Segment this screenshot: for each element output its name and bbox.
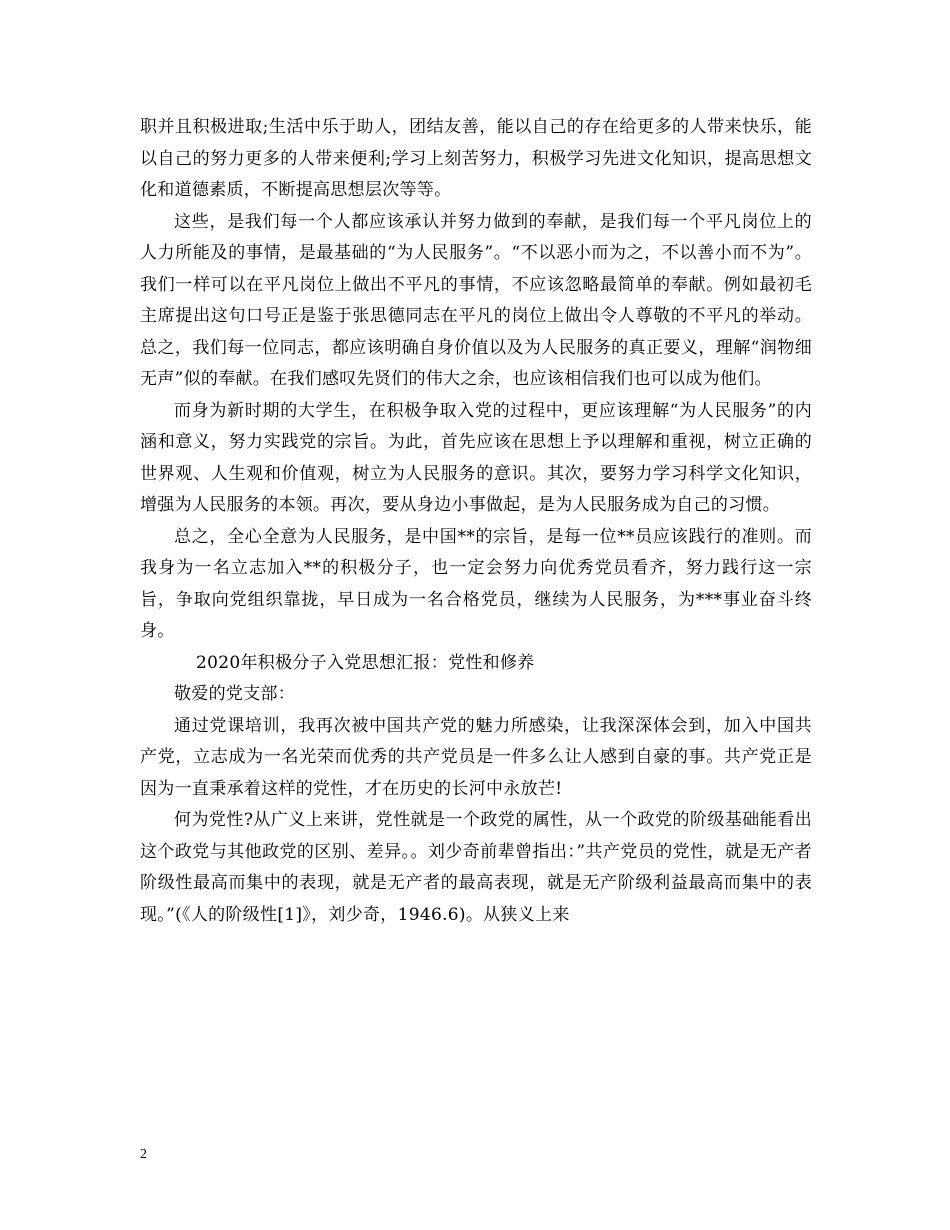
page-number: 2: [140, 1147, 147, 1162]
paragraph: 这些，是我们每一个人都应该承认并努力做到的奉献，是我们每一个平凡岗位上的人力所能及的事情，是最基础的“为人民服务”。“不以恶小而为之，不以善小而不为”。我们一样可以在平凡岗位上做出不平凡的事情，不应该忽略最简单的奉献。例如最初毛主席提出这句口号正是鉴于张思德同志在平凡的岗位上做出令人尊敬的不平凡的举动。总之，我们每一位同志，都应该明确自身价值以及为人民服务的真正要义，理解“润物细无声”似的奉献。在我们感叹先贤们的伟大之余，也应该相信我们也可以成为他们。: [140, 211, 812, 389]
document-body: [140, 112, 812, 931]
paragraph: 而身为新时期的大学生，在积极争取入党的过程中，更应该理解“为人民服务”的内涵和意义，努力实践党的宗旨。为此，首先应该在思想上予以理解和重视，树立正确的世界观、人生观和价值观，树立为人民服务的意识。其次，要努力学习科学文化知识，增强为人民服务的本领。再次，要从身边小事做起，是为人民服务成为自己的习惯。: [140, 400, 812, 515]
paragraph: 总之，全心全意为人民服务，是中国**的宗旨，是每一位**员应该践行的准则。而我身为一名立志加入**的积极分子，也一定会努力向优秀党员看齐，努力践行这一宗旨，争取向党组织靠拢，早日成为一名合格党员，继续为人民服务，为***事业奋斗终身。: [140, 526, 812, 641]
salutation: 敬爱的党支部：: [174, 684, 296, 704]
paragraph: 通过党课培训，我再次被中国共产党的魅力所感染，让我深深体会到，加入中国共产党，立志成为一名光荣而优秀的共产党员是一件多么让人感到自豪的事。共产党正是因为一直秉承着这样的党性，才在历史的长河中永放芒!: [140, 715, 812, 799]
paragraph-continuation: 职并且积极进取;生活中乐于助人，团结友善，能以自己的存在给更多的人带来快乐，能以自己的努力更多的人带来便利;学习上刻苦努力，积极学习先进文化知识，提高思想文化和道德素质，不断提高思想层次等等。: [140, 117, 812, 200]
paragraph: 何为党性?从广义上来讲，党性就是一个政党的属性，从一个政党的阶级基础能看出这个政党与其他政党的区别、差异。。刘少奇前辈曾指出：”共产党员的党性，就是无产者阶级性最高而集中的表现，就是无产者的最高表现，就是无产阶级利益最高而集中的表现。”(《人的阶级性[1]》，刘少奇，1946.6)。从狭义上来: [140, 810, 812, 925]
section-title: 2020年积极分子入党思想汇报：党性和修养: [196, 652, 535, 673]
